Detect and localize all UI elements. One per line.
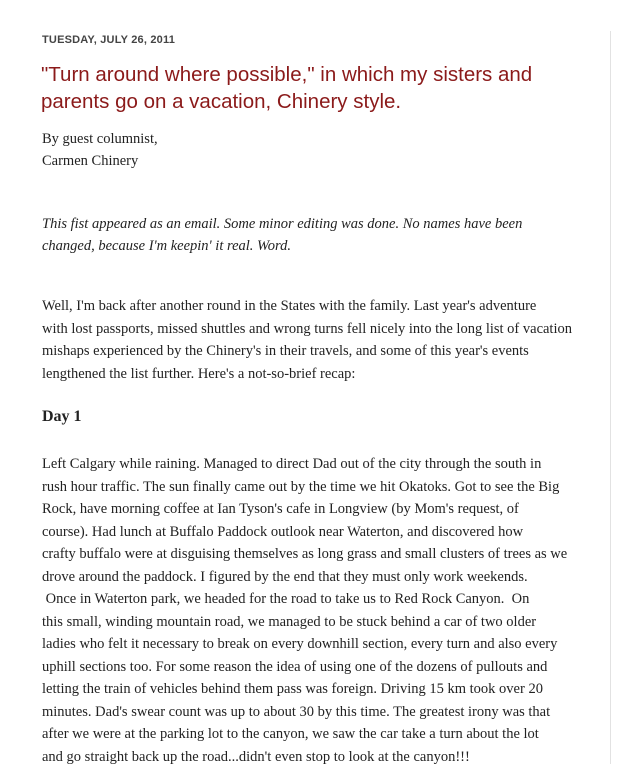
day1-line: this small, winding mountain road, we managed to be stuck behind a car of two older [42, 611, 597, 634]
day1-line: Once in Waterton park, we headed for the road to take us to Red Rock Canyon. On [42, 588, 597, 611]
editor-note-line: changed, because I'm keepin' it real. Word. [42, 235, 597, 257]
day1-paragraph [42, 453, 597, 768]
intro-line: mishaps experienced by the Chinery's in their travels, and some of this year's events [42, 340, 597, 363]
post-title-line[interactable]: parents go on a vacation, Chinery style. [41, 88, 601, 115]
editor-note [42, 213, 597, 257]
day1-line: minutes. Dad's swear count was up to about 30 by this time. The greatest irony was that [42, 701, 597, 724]
day1-line: drove around the paddock. I figured by the end that they must only work weekends. [42, 566, 597, 589]
post-date: TUESDAY, JULY 26, 2011 [42, 34, 175, 46]
byline-author: Carmen Chinery [42, 150, 582, 172]
post-title-line[interactable]: "Turn around where possible," in which my sisters and [41, 61, 601, 88]
sidebar-divider [610, 31, 611, 764]
day-heading: Day 1 [42, 408, 82, 426]
day1-line: Rock, have morning coffee at Ian Tyson's cafe in Longview (by Mom's request, of [42, 498, 597, 521]
day1-line: after we were at the parking lot to the canyon, we saw the car take a turn about the lot [42, 723, 597, 746]
byline-line: By guest columnist, [42, 128, 582, 150]
day1-line: ladies who felt it necessary to break on every downhill section, every turn and also every [42, 633, 597, 656]
day1-line: and go straight back up the road...didn't even stop to look at the canyon!!! [42, 746, 597, 768]
day1-line: letting the train of vehicles behind them pass was foreign. Driving 15 km took over 20 [42, 678, 597, 701]
day1-line: rush hour traffic. The sun finally came out by the time we hit Okatoks. Got to see the Big [42, 476, 597, 499]
editor-note-line: This fist appeared as an email. Some minor editing was done. No names have been [42, 213, 597, 235]
post-title[interactable] [41, 61, 601, 115]
intro-line: lengthened the list further. Here's a not-so-brief recap: [42, 363, 597, 386]
byline [42, 128, 582, 172]
day1-line: crafty buffalo were at disguising themselves as long grass and small clusters of trees as we [42, 543, 597, 566]
intro-paragraph [42, 295, 597, 385]
day1-line: uphill sections too. For some reason the idea of using one of the dozens of pullouts and [42, 656, 597, 679]
intro-line: with lost passports, missed shuttles and wrong turns fell nicely into the long list of vacation [42, 318, 597, 341]
intro-line: Well, I'm back after another round in the States with the family. Last year's adventure [42, 295, 597, 318]
day1-line: Left Calgary while raining. Managed to direct Dad out of the city through the south in [42, 453, 597, 476]
day1-line: course). Had lunch at Buffalo Paddock outlook near Waterton, and discovered how [42, 521, 597, 544]
